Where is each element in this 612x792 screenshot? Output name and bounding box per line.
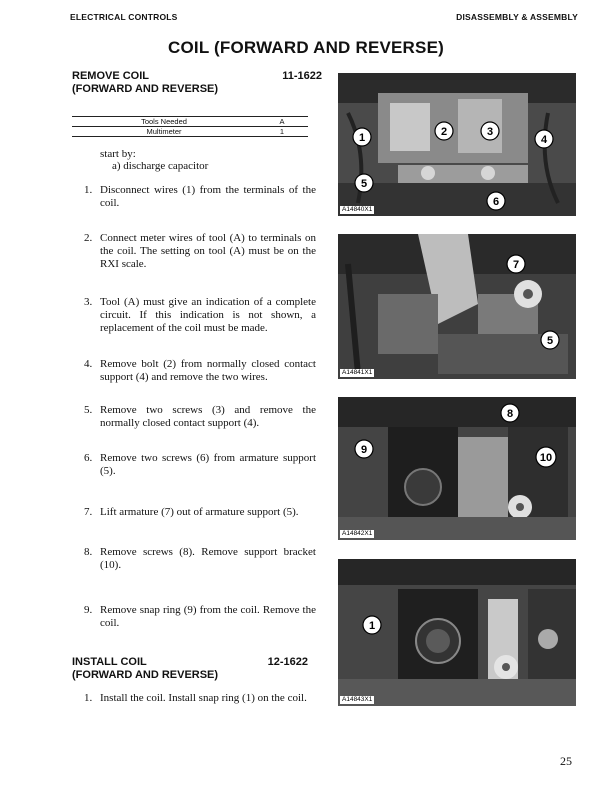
step-text: Connect meter wires of tool (A) to terminals on the coil. The setting on tool (A) must be on the RXI scale.	[100, 232, 316, 270]
install-step	[84, 692, 316, 705]
tools-table	[72, 116, 308, 137]
step	[84, 296, 316, 335]
tools-table-header	[72, 117, 308, 127]
step	[84, 232, 316, 271]
callout-label: 5	[360, 178, 368, 190]
callout-label: 6	[492, 196, 500, 208]
remove-section-heading	[72, 70, 322, 96]
photo-2	[338, 234, 576, 379]
start-by	[100, 148, 208, 172]
page-number: 25	[560, 754, 572, 768]
step	[84, 358, 316, 384]
callout-label: 2	[440, 126, 448, 138]
step-text: Remove snap ring (9) from the coil. Remove the coil.	[100, 604, 316, 629]
step-number: 2.	[84, 232, 93, 244]
step	[84, 604, 316, 630]
page-title: COIL (FORWARD AND REVERSE)	[168, 38, 444, 57]
running-header-left: ELECTRICAL CONTROLS	[70, 12, 178, 22]
photo-4	[338, 559, 576, 706]
remove-heading-line2: (FORWARD AND REVERSE)	[72, 83, 219, 95]
tool-name: Multimeter	[146, 127, 182, 136]
step-text: Remove two screws (6) from armature support (5).	[100, 452, 316, 477]
tool-qty: 1	[279, 127, 285, 136]
step-number: 1.	[84, 184, 93, 196]
photo-1	[338, 73, 576, 216]
callout-label: 8	[506, 408, 514, 420]
callout-label: 5	[546, 335, 554, 347]
step	[84, 546, 316, 572]
step-text: Remove two screws (3) and remove the normally closed contact support (4).	[100, 404, 316, 429]
step-number: 8.	[84, 546, 93, 558]
remove-operation-code: 11-1622	[282, 70, 322, 82]
photo-3-illustration	[338, 397, 576, 540]
callout-label: 10	[539, 452, 553, 464]
install-section-heading	[72, 656, 308, 682]
step-text: Lift armature (7) out of armature support (5).	[100, 506, 299, 518]
step-text: Install the coil. Install snap ring (1) on the coil.	[100, 692, 307, 704]
step-number: 1.	[84, 692, 93, 704]
callout-label: 1	[358, 132, 366, 144]
install-operation-code: 12-1622	[267, 656, 308, 668]
step	[84, 404, 316, 430]
remove-heading-line1: REMOVE COIL	[72, 70, 150, 82]
step-text: Remove screws (8). Remove support bracket (10).	[100, 546, 316, 571]
photo-4-illustration	[338, 559, 576, 706]
start-by-label: start by:	[100, 148, 136, 160]
step-number: 9.	[84, 604, 93, 616]
step	[84, 452, 316, 478]
step	[84, 506, 316, 519]
callout-label: 3	[486, 126, 494, 138]
callout-label: 4	[540, 134, 548, 146]
callout-label: 7	[512, 259, 520, 271]
step-text: Remove bolt (2) from normally closed contact support (4) and remove the two wires.	[100, 358, 316, 383]
step-number: 7.	[84, 506, 93, 518]
step-number: 5.	[84, 404, 93, 416]
photo-2-illustration	[338, 234, 576, 379]
tools-header-name: Tools Needed	[141, 117, 187, 126]
step-number: 6.	[84, 452, 93, 464]
tools-header-col: A	[279, 117, 285, 126]
photo-tag: A14843X1	[342, 696, 373, 703]
step-number: 3.	[84, 296, 93, 308]
photo-tag: A14841X1	[342, 369, 373, 376]
step-text: Tool (A) must give an indication of a complete circuit. If this indication is not shown, a replacement of the coil must be made.	[100, 296, 316, 334]
start-by-item: a) discharge capacitor	[112, 160, 209, 172]
photo-tag: A14842X1	[342, 530, 373, 537]
running-header-right: DISASSEMBLY & ASSEMBLY	[456, 12, 578, 22]
photo-1-illustration	[338, 73, 576, 216]
callout-label: 1	[368, 620, 376, 632]
tools-table-row	[72, 127, 308, 137]
install-heading-line1: INSTALL COIL	[72, 656, 147, 668]
step-number: 4.	[84, 358, 93, 370]
step	[84, 184, 316, 210]
callout-label: 9	[360, 444, 368, 456]
photo-3	[338, 397, 576, 540]
step-text: Disconnect wires (1) from the terminals of the coil.	[100, 184, 316, 209]
photo-tag: A14840X1	[342, 206, 373, 213]
install-heading-line2: (FORWARD AND REVERSE)	[72, 669, 219, 681]
